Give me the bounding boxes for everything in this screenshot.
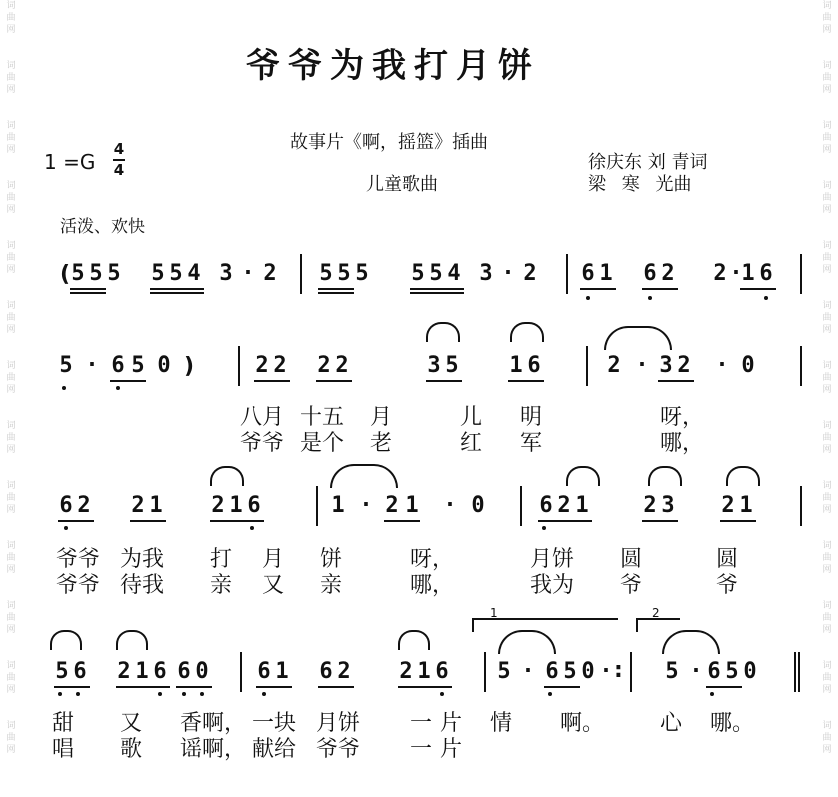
row2-note-19: 0	[741, 353, 755, 378]
row1-note-9: 2	[263, 261, 277, 286]
lyric-r5-3: 献给	[252, 737, 297, 762]
key-signature: 1 =G	[44, 150, 96, 174]
lyric-r4-2: 香啊，	[180, 711, 247, 736]
lyric-r3-1: 待我	[120, 573, 165, 598]
row3-note-0: 6	[59, 493, 73, 518]
watermark-right: 词 曲 网 词 曲 网 词 曲 网 词 曲 网 词 曲 网 词 曲 网 词 曲 网 词 曲 网 词 曲 网 词 曲 网 词 曲 网 词 曲 网 词 曲 网	[822, 1, 832, 755]
row1-note-2: 5	[89, 261, 103, 286]
row4-note-12: 1	[417, 659, 431, 684]
bar-line-5	[800, 346, 802, 386]
beam-15	[508, 380, 544, 382]
row2-note-10: 3	[427, 353, 441, 378]
lyric-r2-8: 圆	[716, 547, 739, 572]
song-genre: 儿童歌曲	[366, 174, 438, 195]
lyric-r5-6: 片	[440, 737, 463, 762]
row2-note-8: 2	[317, 353, 331, 378]
watermark-left: 词 曲 网 词 曲 网 词 曲 网 词 曲 网 词 曲 网 词 曲 网 词 曲 网 词 曲 网 词 曲 网 词 曲 网 词 曲 网 词 曲 网 词 曲 网	[6, 1, 16, 755]
bar-line-2	[800, 254, 802, 294]
bar-line-0	[300, 254, 302, 294]
lyric-r1-2: 老	[370, 431, 393, 456]
beam-23	[720, 520, 756, 522]
row1-note-10: 5	[319, 261, 333, 286]
row1-note-6: 4	[187, 261, 201, 286]
lyric-r2-0: 爷爷	[56, 547, 101, 572]
octave-dot-14	[440, 692, 444, 696]
row3-note-6: 6	[247, 493, 261, 518]
beam-28	[318, 686, 354, 688]
row2-note-14: 2	[607, 353, 621, 378]
bar-line-9	[240, 652, 242, 692]
lyric-r3-2: 亲	[210, 573, 233, 598]
slur-5	[566, 466, 600, 486]
lyric-r3-6: 我为	[530, 573, 575, 598]
beam-6	[410, 288, 464, 290]
bar-line-13	[798, 652, 800, 692]
octave-dot-5	[250, 526, 254, 530]
row3-note-2: 2	[131, 493, 145, 518]
lyric-r4-6: 片	[440, 711, 463, 736]
beam-11	[110, 380, 146, 382]
row3-note-11: ·	[443, 493, 457, 518]
row3-note-12: 0	[471, 493, 485, 518]
octave-dot-11	[182, 692, 186, 696]
row2-note-6: 2	[255, 353, 269, 378]
slur-12	[662, 630, 720, 654]
row3-note-15: 1	[575, 493, 589, 518]
bar-line-11	[630, 652, 632, 692]
beam-17	[58, 520, 94, 522]
slur-9	[116, 630, 148, 650]
row2-note-7: 2	[273, 353, 287, 378]
row3-note-14: 2	[557, 493, 571, 518]
bar-line-12	[794, 652, 796, 692]
row4-note-10: 2	[337, 659, 351, 684]
row3-note-1: 2	[77, 493, 91, 518]
volta1-label: 1	[490, 606, 498, 620]
row1-note-5: 5	[169, 261, 183, 286]
row2-note-1: ·	[85, 353, 99, 378]
lyric-r1-5: 哪，	[660, 431, 705, 456]
row1-note-22: 2	[661, 261, 675, 286]
beam-5	[318, 292, 354, 294]
octave-dot-13	[262, 692, 266, 696]
beam-26	[176, 686, 212, 688]
row2-note-5: )	[184, 354, 195, 379]
beam-20	[384, 520, 420, 522]
lyric-r3-7: 爷	[620, 573, 643, 598]
beam-19	[210, 520, 264, 522]
volta2-hook	[636, 618, 638, 632]
lyric-r4-7: 情	[490, 711, 513, 736]
row1-note-23: 2	[713, 261, 727, 286]
slur-8	[50, 630, 82, 650]
row4-note-4: 6	[153, 659, 167, 684]
row3-note-19: 1	[739, 493, 753, 518]
row1-note-11: 5	[337, 261, 351, 286]
row1-note-13: 5	[411, 261, 425, 286]
octave-dot-3	[62, 386, 66, 390]
lyric-r2-3: 月	[262, 547, 285, 572]
lyric-r5-4: 爷爷	[316, 737, 361, 762]
row1-note-4: 5	[151, 261, 165, 286]
row4-note-8: 1	[275, 659, 289, 684]
beam-27	[256, 686, 292, 688]
row4-note-11: 2	[399, 659, 413, 684]
row3-note-9: 2	[385, 493, 399, 518]
row4-note-13: 6	[435, 659, 449, 684]
row2-note-3: 5	[131, 353, 145, 378]
tempo-marking: 活泼、欢快	[60, 217, 145, 237]
row1-note-17: ·	[501, 261, 515, 286]
slur-6	[648, 466, 682, 486]
row4-note-19: ·	[599, 659, 613, 684]
lyric-r5-1: 歌	[120, 737, 143, 762]
lyric-r5-5: 一	[410, 737, 433, 762]
row1-note-18: 2	[523, 261, 537, 286]
lyric-r4-5: 一	[410, 711, 433, 736]
row3-note-8: ·	[359, 493, 373, 518]
row3-note-13: 6	[539, 493, 553, 518]
bar-line-10	[484, 652, 486, 692]
slur-1	[510, 322, 544, 342]
slur-0	[426, 322, 460, 342]
lyric-r0-1: 十五	[300, 405, 345, 430]
beam-25	[116, 686, 170, 688]
row1-note-19: 6	[581, 261, 595, 286]
lyric-r4-10: 哪。	[710, 711, 755, 736]
octave-dot-0	[586, 296, 590, 300]
song-title: 爷爷为我打月饼	[246, 46, 540, 86]
lyric-r4-8: 啊。	[560, 711, 605, 736]
slur-11	[498, 630, 556, 654]
row2-note-16: 3	[659, 353, 673, 378]
octave-dot-2	[764, 296, 768, 300]
bar-line-8	[800, 486, 802, 526]
row4-note-7: 6	[257, 659, 271, 684]
lyric-r4-4: 月饼	[316, 711, 361, 736]
beam-30	[544, 686, 580, 688]
row4-note-14: 5	[497, 659, 511, 684]
row2-note-13: 6	[527, 353, 541, 378]
octave-dot-6	[64, 526, 68, 530]
beam-22	[642, 520, 678, 522]
row3-note-18: 2	[721, 493, 735, 518]
lyric-r0-2: 月	[370, 405, 393, 430]
beam-13	[316, 380, 352, 382]
octave-dot-4	[116, 386, 120, 390]
time-sig-bottom: 4	[113, 161, 125, 179]
row4-note-24: 0	[743, 659, 757, 684]
row2-note-0: 5	[59, 353, 73, 378]
song-subtitle: 故事片《啊，摇篮》插曲	[290, 132, 488, 153]
time-signature	[112, 140, 126, 180]
lyric-r5-2: 谣啊，	[180, 737, 247, 762]
octave-dot-10	[158, 692, 162, 696]
lyric-r0-4: 明	[520, 405, 543, 430]
row3-note-16: 2	[643, 493, 657, 518]
row1-note-12: 5	[355, 261, 369, 286]
row2-note-12: 1	[509, 353, 523, 378]
row4-note-20: 5	[665, 659, 679, 684]
beam-8	[580, 288, 616, 290]
row4-note-0: 5	[55, 659, 69, 684]
beam-31	[706, 686, 742, 688]
lyric-r2-5: 呀，	[410, 547, 455, 572]
lyric-r4-0: 甜	[52, 711, 75, 736]
bar-line-1	[566, 254, 568, 294]
octave-dot-9	[76, 692, 80, 696]
row4-note-2: 2	[117, 659, 131, 684]
lyric-r1-0: 爷爷	[240, 431, 285, 456]
slur-7	[726, 466, 760, 486]
row4-note-21: ·	[689, 659, 703, 684]
beam-12	[254, 380, 290, 382]
row2-note-18: ·	[715, 353, 729, 378]
lyric-r2-7: 圆	[620, 547, 643, 572]
beam-29	[398, 686, 452, 688]
row2-note-2: 6	[111, 353, 125, 378]
row4-note-22: 6	[707, 659, 721, 684]
octave-dot-7	[542, 526, 546, 530]
lyric-r4-3: 一块	[252, 711, 297, 736]
beam-9	[642, 288, 678, 290]
row1-note-8: ·	[241, 261, 255, 286]
row2-note-17: 2	[677, 353, 691, 378]
lyric-r2-2: 打	[210, 547, 233, 572]
row1-note-7: 3	[219, 261, 233, 286]
beam-2	[150, 288, 204, 290]
row4-note-6: 0	[195, 659, 209, 684]
beam-3	[150, 292, 204, 294]
row1-note-16: 3	[479, 261, 493, 286]
row3-note-17: 3	[661, 493, 675, 518]
row2-note-11: 5	[445, 353, 459, 378]
row2-note-9: 2	[335, 353, 349, 378]
lyric-r3-3: 又	[262, 573, 285, 598]
row4-note-16: 6	[545, 659, 559, 684]
lyric-r2-4: 饼	[320, 547, 343, 572]
lyric-r4-1: 又	[120, 711, 143, 736]
lyric-r3-0: 爷爷	[56, 573, 101, 598]
octave-dot-12	[200, 692, 204, 696]
row4-note-9: 6	[319, 659, 333, 684]
lyric-r3-4: 亲	[320, 573, 343, 598]
row1-note-3: 5	[107, 261, 121, 286]
lyric-r0-5: 呀，	[660, 405, 705, 430]
beam-0	[70, 288, 106, 290]
beam-7	[410, 292, 464, 294]
beam-14	[426, 380, 462, 382]
lyric-r0-0: 八月	[240, 405, 285, 430]
beam-10	[740, 288, 776, 290]
octave-dot-16	[710, 692, 714, 696]
bar-line-4	[586, 346, 588, 386]
bar-line-3	[238, 346, 240, 386]
beam-16	[658, 380, 694, 382]
row1-note-1: 5	[71, 261, 85, 286]
lyric-r4-9: 心	[660, 711, 683, 736]
row1-note-0: (	[60, 262, 71, 287]
slur-10	[398, 630, 430, 650]
row4-note-18: 0	[581, 659, 595, 684]
octave-dot-1	[648, 296, 652, 300]
bar-line-7	[520, 486, 522, 526]
row2-note-4: 0	[157, 353, 171, 378]
beam-21	[538, 520, 592, 522]
slur-3	[210, 466, 244, 486]
row4-note-1: 6	[73, 659, 87, 684]
row1-note-20: 1	[599, 261, 613, 286]
row1-note-14: 5	[429, 261, 443, 286]
row1-note-15: 4	[447, 261, 461, 286]
octave-dot-8	[58, 692, 62, 696]
lyric-r1-3: 红	[460, 431, 483, 456]
lyricist-credit: 徐庆东 刘 青词	[588, 152, 708, 173]
lyric-r2-1: 为我	[120, 547, 165, 572]
beam-4	[318, 288, 354, 290]
row4-note-23: 5	[725, 659, 739, 684]
repeat-sign: :	[614, 658, 623, 683]
row4-note-5: 6	[177, 659, 191, 684]
lyric-r2-6: 月饼	[530, 547, 575, 572]
lyric-r1-4: 军	[520, 431, 543, 456]
row4-note-15: ·	[521, 659, 535, 684]
lyric-r1-1: 是个	[300, 431, 345, 456]
row1-note-21: 6	[643, 261, 657, 286]
row1-note-25: 1	[741, 261, 755, 286]
lyric-r3-8: 爷	[716, 573, 739, 598]
row3-note-4: 2	[211, 493, 225, 518]
lyric-r3-5: 哪，	[410, 573, 455, 598]
composer-credit: 梁 寒 光曲	[588, 174, 692, 195]
beam-18	[130, 520, 166, 522]
lyric-r5-0: 唱	[52, 737, 75, 762]
beam-1	[70, 292, 106, 294]
lyric-r0-3: 儿	[460, 405, 483, 430]
row3-note-5: 1	[229, 493, 243, 518]
octave-dot-15	[548, 692, 552, 696]
slur-4	[330, 464, 398, 488]
bar-line-6	[316, 486, 318, 526]
volta2-label: 2	[652, 606, 660, 620]
row2-note-15: ·	[635, 353, 649, 378]
row4-note-3: 1	[135, 659, 149, 684]
row1-note-24: ·	[729, 261, 743, 286]
row3-note-10: 1	[405, 493, 419, 518]
beam-24	[54, 686, 90, 688]
volta1-hook	[472, 618, 474, 632]
row3-note-7: 1	[331, 493, 345, 518]
row4-note-17: 5	[563, 659, 577, 684]
row1-note-26: 6	[759, 261, 773, 286]
time-sig-top: 4	[113, 140, 125, 158]
slur-2	[604, 326, 672, 350]
row3-note-3: 1	[149, 493, 163, 518]
